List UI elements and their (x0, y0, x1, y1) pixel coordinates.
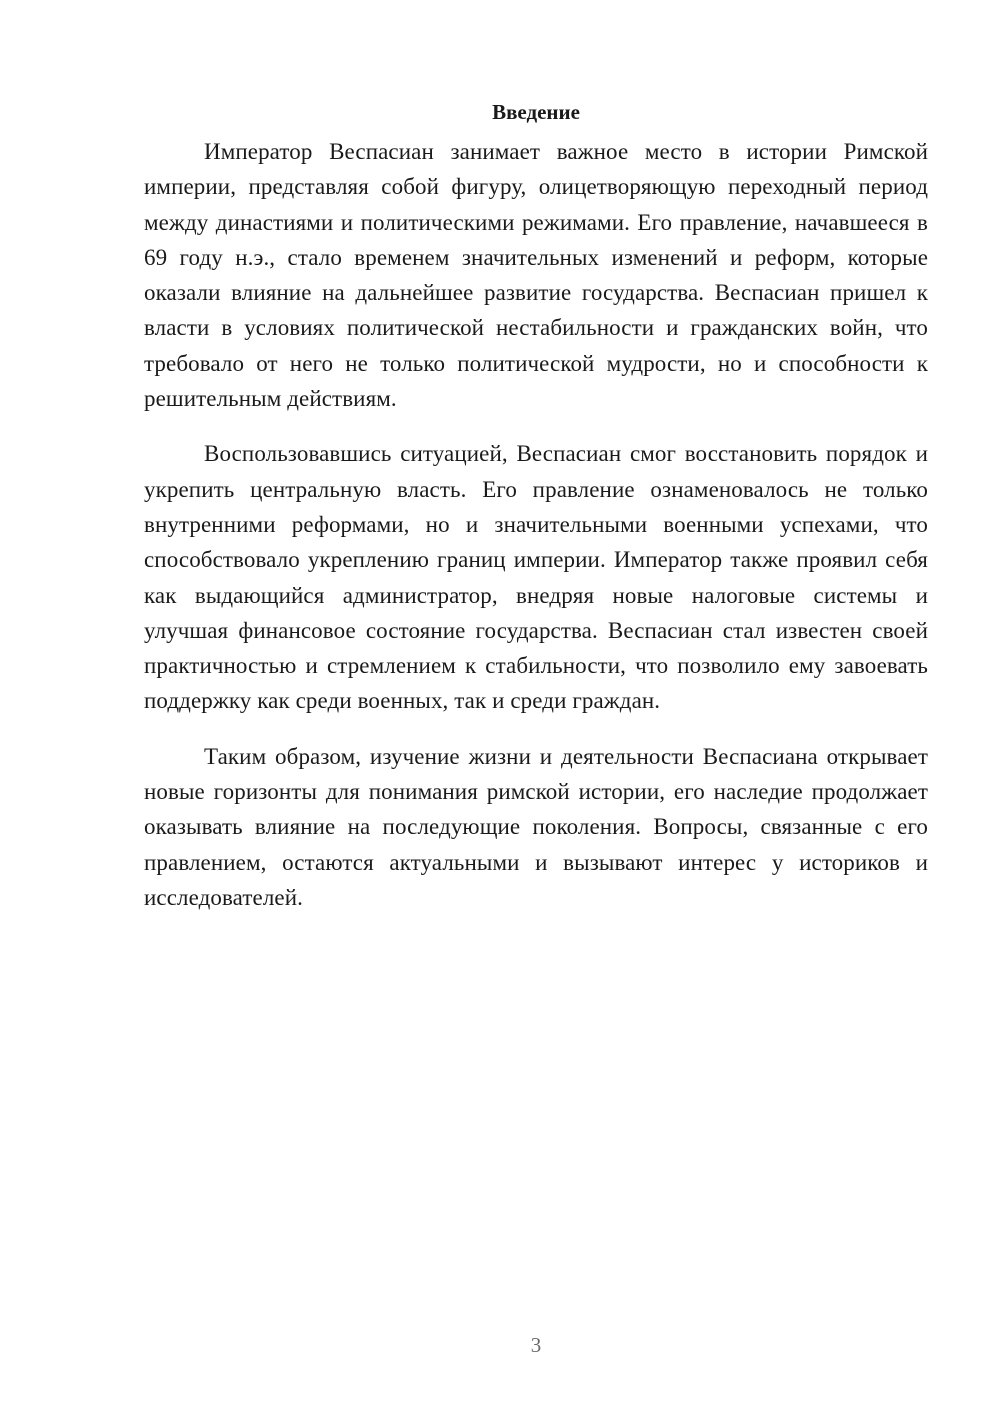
paragraph-3: Таким образом, изучение жизни и деятельности Веспасиана открывает новые горизонты для понимания римской истории, его наследие продолжает оказывать влияние на последующие поколения. Вопросы, связанные с его правлением, остаются актуальными и вызывают интерес у историков и исследователей. (144, 743, 928, 910)
paragraph-1: Император Веспасиан занимает важное место в истории Римской империи, представляя собой фигуру, олицетворяющую переходный период между династиями и политическими режимами. Его правление, начавшееся в 69 году н.э., стало временем значительных изменений и реформ, которые оказали влияние на дальнейшее развитие государства. Веспасиан пришел к власти в условиях политической нестабильности и гражданских войн, что требовало от него не только политической мудрости, но и способности к решительным действиям. (144, 139, 928, 412)
section-heading: Введение (492, 100, 580, 124)
paragraph-2: Воспользовавшись ситуацией, Веспасиан смог восстановить порядок и укрепить центральную власть. Его правление ознаменовалось не только внутренними реформами, но и значительными военными успехами, что способствовало укреплению границ империи. Император также проявил себя как выдающийся администратор, внедряя новые налоговые системы и улучшая финансовое состояние государства. Веспасиан стал известен своей практичностью и стремлением к стабильности, что позволило ему завоевать поддержку как среди военных, так и среди граждан. (144, 441, 928, 714)
page-content (144, 96, 928, 935)
page-number: 3 (530, 1333, 542, 1357)
